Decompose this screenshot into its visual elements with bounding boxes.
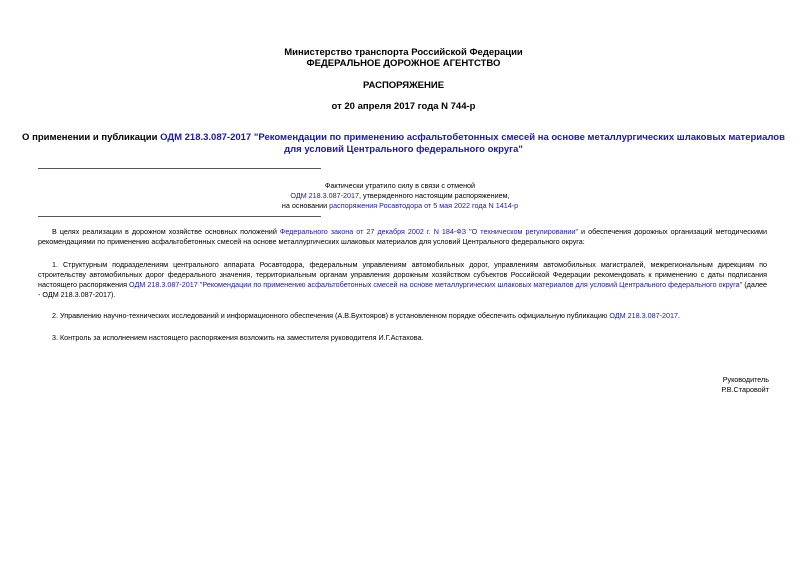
status-note-order-link[interactable]: распоряжения Росавтодора от 5 мая 2022 года N 1414-р — [329, 201, 519, 210]
preamble-text: В целях реализации в дорожном хозяйстве основных положений — [52, 227, 280, 236]
status-note-line3 — [250, 201, 550, 211]
preamble-text-tail: и обеспечения дорожных организаций методическими рекомендациями по применению асфальтобетонных смесей на основе металлургических шлаковых материалов для условий Центрального федерального округа: — [38, 227, 768, 246]
document-title — [20, 132, 787, 156]
ministry-heading: Министерство транспорта Российской Федерации — [284, 47, 523, 58]
document-type: РАСПОРЯЖЕНИЕ — [362, 80, 445, 91]
item-2-tail: . — [677, 311, 680, 320]
item-3-paragraph: 3. Контроль за исполнением настоящего распоряжения возложить на заместителя руководителя И.Г.Астахова. — [52, 333, 424, 342]
title-link-line2[interactable]: для условий Центрального федерального округа" — [284, 144, 523, 155]
signature-name: Р.В.Старовойт — [721, 385, 769, 394]
status-note-line3-text: на основании — [281, 201, 330, 210]
document-date-number: от 20 апреля 2017 года N 744-р — [331, 101, 476, 112]
item-1-paragraph — [38, 260, 767, 300]
title-prefix: О применении и публикации — [22, 132, 161, 143]
status-note-line1: Фактически утратило силу в связи с отменой — [324, 181, 476, 190]
item-2-text: 2. Управлению научно-технических исследований и информационного обеспечения (А.В.Бухтояров) в установленном порядке обеспечить официальную публикацию — [52, 311, 610, 320]
status-note-odm-link[interactable]: ОДМ 218.3.087-2017 — [290, 191, 360, 200]
status-note-line2-text: , утвержденного настоящим распоряжением, — [359, 191, 510, 200]
agency-heading: ФЕДЕРАЛЬНОЕ ДОРОЖНОЕ АГЕНТСТВО — [306, 58, 501, 69]
status-note-line2 — [250, 191, 550, 201]
federal-law-link[interactable]: Федерального закона от 27 декабря 2002 г. N 184-ФЗ "О техническом регулировании" — [279, 227, 579, 236]
signature-role: Руководитель — [722, 375, 769, 384]
item-2-paragraph — [38, 311, 767, 321]
title-link-line1[interactable]: ОДМ 218.3.087-2017 "Рекомендации по применению асфальтобетонных смесей на основе металлургических шлаковых материалов — [160, 132, 785, 143]
divider-top — [38, 168, 321, 169]
item-1-odm-link[interactable]: ОДМ 218.3.087-2017 "Рекомендации по применению асфальтобетонных смесей на основе металлургических шлаковых материалов для условий Центрального федерального округа" — [129, 280, 743, 289]
item-1-text: 1. Структурным подразделениям центрального аппарата Росавтодора, федеральным управлениям автомобильных дорог, управлениям автомобильных магистралей, межрегиональным дирекциям по строительству автомобильных дорог федерального значения, территориальным органам управления дорожным хозяйством субъектов Российской Федерации рекомендовать к применению с даты подписания настоящего распоряжения — [38, 260, 767, 289]
item-1-tail: (далее - ОДМ 218.3.087-2017). — [38, 280, 768, 299]
preamble-paragraph — [38, 227, 767, 247]
item-2-odm-link[interactable]: ОДМ 218.3.087-2017 — [609, 311, 678, 320]
status-note — [250, 181, 550, 211]
divider-bottom — [38, 216, 321, 217]
